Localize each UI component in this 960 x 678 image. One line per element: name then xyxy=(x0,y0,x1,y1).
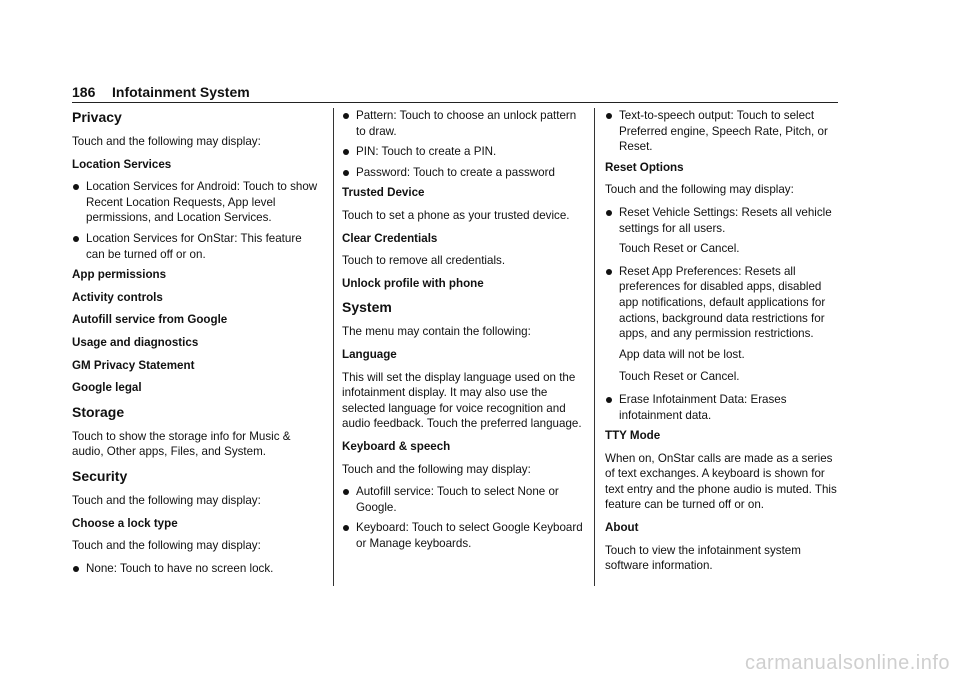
bullet-icon xyxy=(73,566,79,572)
subheading: Location Services xyxy=(72,157,172,171)
list-item-text: Reset App Preferences: Resets all preferences for disabled apps, disabled app notifications, default applications for actions, background data restrictions for apps, and any permission restrictions. xyxy=(619,264,826,341)
bullet-icon xyxy=(606,269,612,275)
paragraph: The menu may contain the following: xyxy=(342,325,531,339)
paragraph: Touch and the following may display: xyxy=(72,539,261,553)
list-item-text: Location Services for Android: Touch to show Recent Location Requests, App level permissions, and Location Services. xyxy=(86,180,318,225)
bullet-list xyxy=(605,392,838,423)
list-item xyxy=(342,144,584,160)
paragraph: Touch and the following may display: xyxy=(72,135,261,148)
subheading: Keyboard & speech xyxy=(342,439,451,453)
subheading: Unlock profile with phone xyxy=(342,276,484,290)
list-item xyxy=(605,108,838,155)
subheading: GM Privacy Statement xyxy=(72,358,195,372)
subheading: Activity controls xyxy=(72,290,163,304)
paragraph: When on, OnStar calls are made as a series of text exchanges. A keyboard is shown for text entry and the phone audio is muted. This feature can be turned off or on. xyxy=(605,451,837,512)
subheading: App permissions xyxy=(72,268,167,282)
bullet-icon xyxy=(73,184,79,190)
subheading: Choose a lock type xyxy=(72,516,178,530)
bullet-icon xyxy=(606,210,612,216)
bullet-list xyxy=(72,561,322,577)
subheading: Clear Credentials xyxy=(342,231,438,245)
watermark: carmanualsonline.info xyxy=(744,652,950,674)
bullet-icon xyxy=(343,149,349,155)
list-item xyxy=(342,520,584,551)
subheading: About xyxy=(605,521,639,535)
column-divider xyxy=(594,108,595,586)
list-item-text: Location Services for OnStar: This feature can be turned off or on. xyxy=(86,231,302,261)
paragraph: Touch and the following may display: xyxy=(605,183,794,197)
paragraph: Touch and the following may display: xyxy=(72,493,261,507)
bullet-list xyxy=(342,484,584,551)
bullet-icon xyxy=(343,113,349,119)
subheading: Google legal xyxy=(72,381,142,395)
subheading: Usage and diagnostics xyxy=(72,335,199,349)
list-item-text: PIN: Touch to create a PIN. xyxy=(356,145,497,159)
list-item-text: Keyboard: Touch to select Google Keyboard or Manage keyboards. xyxy=(356,521,583,550)
paragraph: Touch Reset or Cancel. xyxy=(619,242,740,256)
subheading: Autofill service from Google xyxy=(72,313,228,327)
bullet-icon xyxy=(343,489,349,495)
list-item-text: Erase Infotainment Data: Erases infotainment data. xyxy=(619,392,787,422)
privacy-heading: Privacy xyxy=(72,109,122,125)
list-item xyxy=(605,205,838,236)
list-item-text: Autofill service: Touch to select None or Google. xyxy=(356,485,559,514)
list-item xyxy=(342,108,584,139)
bullet-icon xyxy=(606,397,612,403)
paragraph: Touch to view the infotainment system software information. xyxy=(605,543,801,573)
paragraph: Touch to remove all credentials. xyxy=(342,254,506,268)
system-heading: System xyxy=(342,299,392,316)
bullet-list xyxy=(342,108,584,180)
paragraph: This will set the display language used on the infotainment display. It may also use the selected language for voice recognition and audio feedback. Touch the preferred language. xyxy=(342,370,582,431)
bullet-list xyxy=(605,108,838,155)
section-title: Infotainment System xyxy=(112,84,250,100)
bullet-list xyxy=(72,179,322,262)
subheading: TTY Mode xyxy=(605,429,661,443)
list-item xyxy=(72,561,322,577)
bullet-icon xyxy=(606,113,612,119)
bullet-list xyxy=(605,264,838,342)
list-item-text: None: Touch to have no screen lock. xyxy=(86,561,274,575)
list-item-text: Text-to-speech output: Touch to select Preferred engine, Speech Rate, Pitch, or Reset. xyxy=(619,109,828,154)
list-item-text: Reset Vehicle Settings: Resets all vehicle settings for all users. xyxy=(619,205,832,235)
paragraph: Touch to show the storage info for Music & audio, Other apps, Files, and System. xyxy=(72,429,291,459)
bullet-icon xyxy=(73,236,79,242)
list-item xyxy=(605,392,838,423)
paragraph: Touch to set a phone as your trusted device. xyxy=(342,208,570,222)
column-divider xyxy=(333,108,334,586)
column-3 xyxy=(605,108,838,581)
paragraph: Touch and the following may display: xyxy=(342,462,531,476)
security-heading: Security xyxy=(72,467,128,484)
column-2 xyxy=(342,108,584,556)
subheading: Trusted Device xyxy=(342,186,425,200)
bullet-list xyxy=(605,205,838,236)
subheading: Reset Options xyxy=(605,160,684,174)
bullet-icon xyxy=(343,170,349,176)
storage-heading: Storage xyxy=(72,403,125,420)
paragraph: App data will not be lost. xyxy=(619,347,745,361)
page-header xyxy=(72,84,838,103)
paragraph: Touch Reset or Cancel. xyxy=(619,370,740,384)
list-item xyxy=(342,165,584,181)
column-1 xyxy=(72,108,322,581)
list-item xyxy=(72,179,322,226)
list-item xyxy=(72,231,322,262)
subheading: Language xyxy=(342,347,397,361)
list-item xyxy=(342,484,584,515)
page-number: 186 xyxy=(72,84,96,100)
list-item-text: Password: Touch to create a password xyxy=(356,165,555,179)
list-item-text: Pattern: Touch to choose an unlock pattern to draw. xyxy=(356,109,577,138)
list-item xyxy=(605,264,838,342)
bullet-icon xyxy=(343,525,349,531)
